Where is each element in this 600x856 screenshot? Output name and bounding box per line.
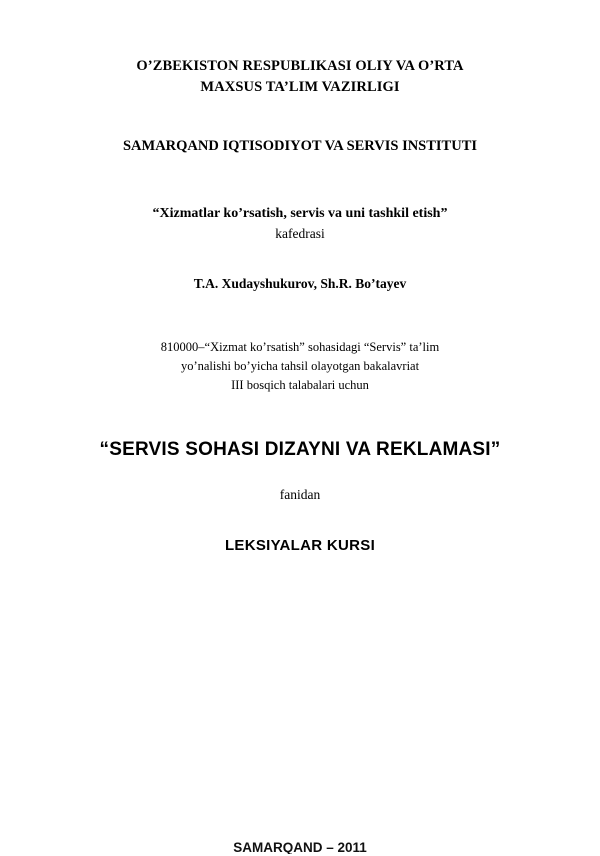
institute-heading: [60, 136, 540, 157]
audience-block: [60, 338, 540, 394]
footer-text: SAMARQAND – 2011: [233, 840, 367, 854]
authors-names: T.A. Xudayshukurov, Sh.R. Bo’tayev: [193, 276, 407, 292]
document-page: [0, 56, 600, 856]
subject-note-text: fanidan: [279, 486, 321, 502]
department-subtitle: kafedrasi: [275, 226, 325, 242]
course-type-text: LEKSIYALAR KURSI: [224, 536, 376, 554]
authors-line: [60, 276, 540, 292]
department-name: “Xizmatlar ko’rsatish, servis va uni tashkil etish”: [152, 206, 448, 222]
audience-line-2: yo’nalishi bo’yicha tahsil olayotgan bakalavriat: [180, 359, 420, 374]
audience-line-1: 810000–“Xizmat ko’rsatish” sohasidagi “Servis” ta’lim: [160, 340, 440, 355]
course-type: [60, 537, 540, 554]
department-heading: [60, 203, 540, 244]
audience-line-3: III bosqich talabalari uchun: [231, 377, 369, 392]
ministry-heading: [60, 56, 540, 98]
institute-name: SAMARQAND IQTISODIYOT VA SERVIS INSTITUTI: [122, 138, 478, 155]
ministry-line-1: O’ZBEKISTON RESPUBLIKASI OLIY VA O’RTA: [136, 58, 464, 74]
page-footer: [0, 840, 600, 854]
subject-note: [60, 487, 540, 503]
subject-title-text: “SERVIS SOHASI DIZAYNI VA REKLAMASI”: [99, 438, 501, 460]
subject-title: [60, 439, 540, 461]
ministry-line-2: MAXSUS TA’LIM VAZIRLIGI: [200, 79, 400, 96]
